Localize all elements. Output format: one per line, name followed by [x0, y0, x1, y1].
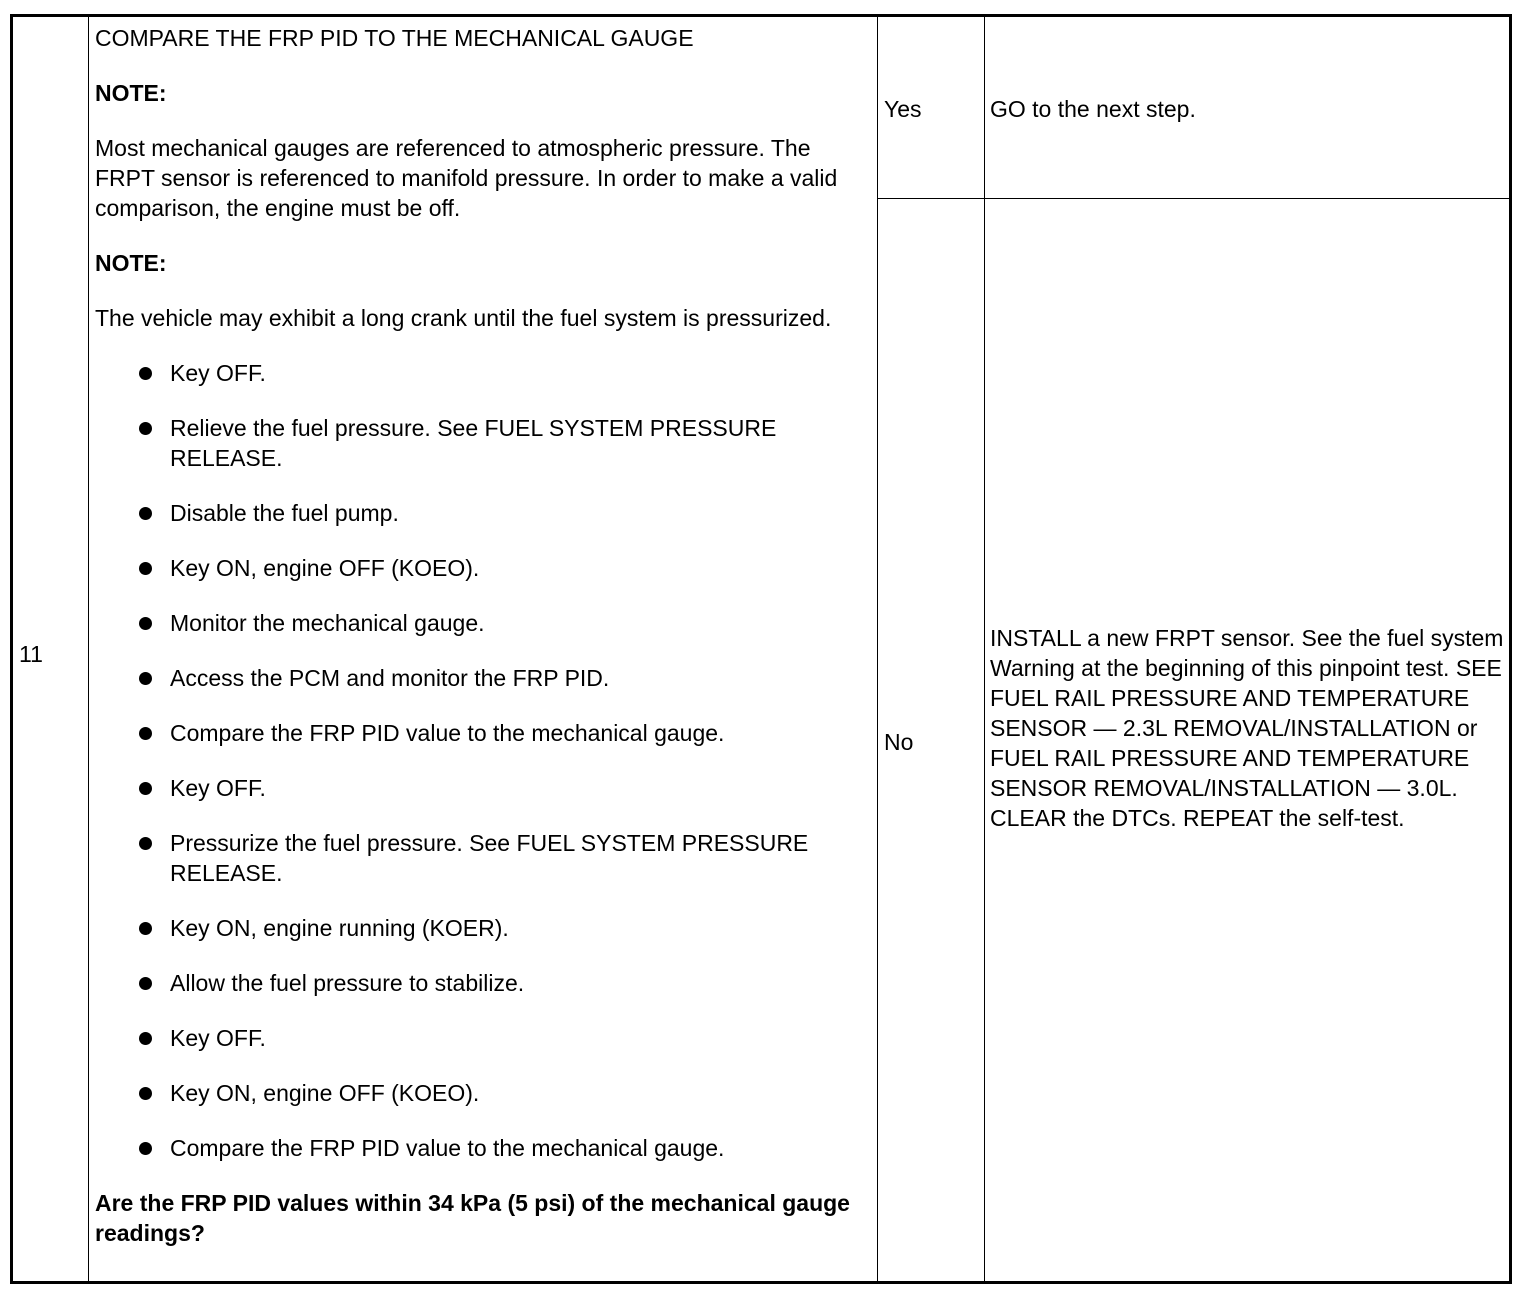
- bullet-icon: [139, 507, 152, 520]
- yes-action: GO to the next step.: [990, 96, 1196, 122]
- list-item: Key ON, engine OFF (KOEO).: [95, 1078, 870, 1108]
- step-number: 11: [19, 641, 43, 667]
- bullet-icon: [139, 922, 152, 935]
- note-text: Most mechanical gauges are referenced to atmospheric pressure. The FRPT sensor is referenced to manifold pressure. In order to make a valid comparison, the engine must be off.: [95, 135, 838, 221]
- bullet-icon: [139, 1087, 152, 1100]
- pinpoint-test-table: [10, 14, 1512, 1284]
- bullet-icon: [139, 837, 152, 850]
- list-item: Compare the FRP PID value to the mechanical gauge.: [95, 718, 870, 748]
- bullet-icon: [139, 617, 152, 630]
- step-title: COMPARE THE FRP PID TO THE MECHANICAL GAUGE: [95, 25, 694, 51]
- column-divider-content: [877, 17, 878, 1281]
- bullet-icon: [139, 367, 152, 380]
- list-item: Key ON, engine running (KOER).: [95, 913, 870, 943]
- list-item: Disable the fuel pump.: [95, 498, 870, 528]
- bullet-icon: [139, 977, 152, 990]
- list-item: Key ON, engine OFF (KOEO).: [95, 553, 870, 583]
- list-item: Access the PCM and monitor the FRP PID.: [95, 663, 870, 693]
- list-item: Pressurize the fuel pressure. See FUEL SYSTEM PRESSURE RELEASE.: [95, 828, 870, 888]
- bullet-icon: [139, 562, 152, 575]
- list-item: Key OFF.: [95, 1023, 870, 1053]
- bullet-icon: [139, 422, 152, 435]
- note-text: The vehicle may exhibit a long crank until the fuel system is pressurized.: [95, 305, 832, 331]
- bullet-icon: [139, 1142, 152, 1155]
- column-divider-step: [88, 17, 89, 1281]
- bullet-icon: [139, 782, 152, 795]
- list-item: Key OFF.: [95, 773, 870, 803]
- list-item: Key OFF.: [95, 358, 870, 388]
- no-label: No: [884, 729, 914, 755]
- no-action: INSTALL a new FRPT sensor. See the fuel system Warning at the beginning of this pinpoint test. SEE FUEL RAIL PRESSURE AND TEMPERATURE SENSOR — 2.3L REMOVAL/INSTALLATION or FUEL RAIL PRESSURE AND TEMPERATURE SENSOR REMOVAL/INSTALLATION — 3.0L. CLEAR the DTCs. REPEAT the self-test.: [990, 625, 1504, 831]
- step-question: Are the FRP PID values within 34 kPa (5 psi) of the mechanical gauge readings?: [95, 1190, 850, 1246]
- list-item: Allow the fuel pressure to stabilize.: [95, 968, 870, 998]
- row-divider-yes-no: [877, 198, 1509, 199]
- note-label: NOTE:: [95, 250, 167, 276]
- procedure-list: [95, 358, 870, 1163]
- yes-label: Yes: [884, 96, 922, 122]
- bullet-icon: [139, 727, 152, 740]
- note-label: NOTE:: [95, 80, 167, 106]
- list-item: Monitor the mechanical gauge.: [95, 608, 870, 638]
- column-divider-result: [984, 17, 985, 1281]
- bullet-icon: [139, 1032, 152, 1045]
- step-content: [95, 23, 870, 1248]
- list-item: Relieve the fuel pressure. See FUEL SYSTEM PRESSURE RELEASE.: [95, 413, 870, 473]
- list-item: Compare the FRP PID value to the mechanical gauge.: [95, 1133, 870, 1163]
- bullet-icon: [139, 672, 152, 685]
